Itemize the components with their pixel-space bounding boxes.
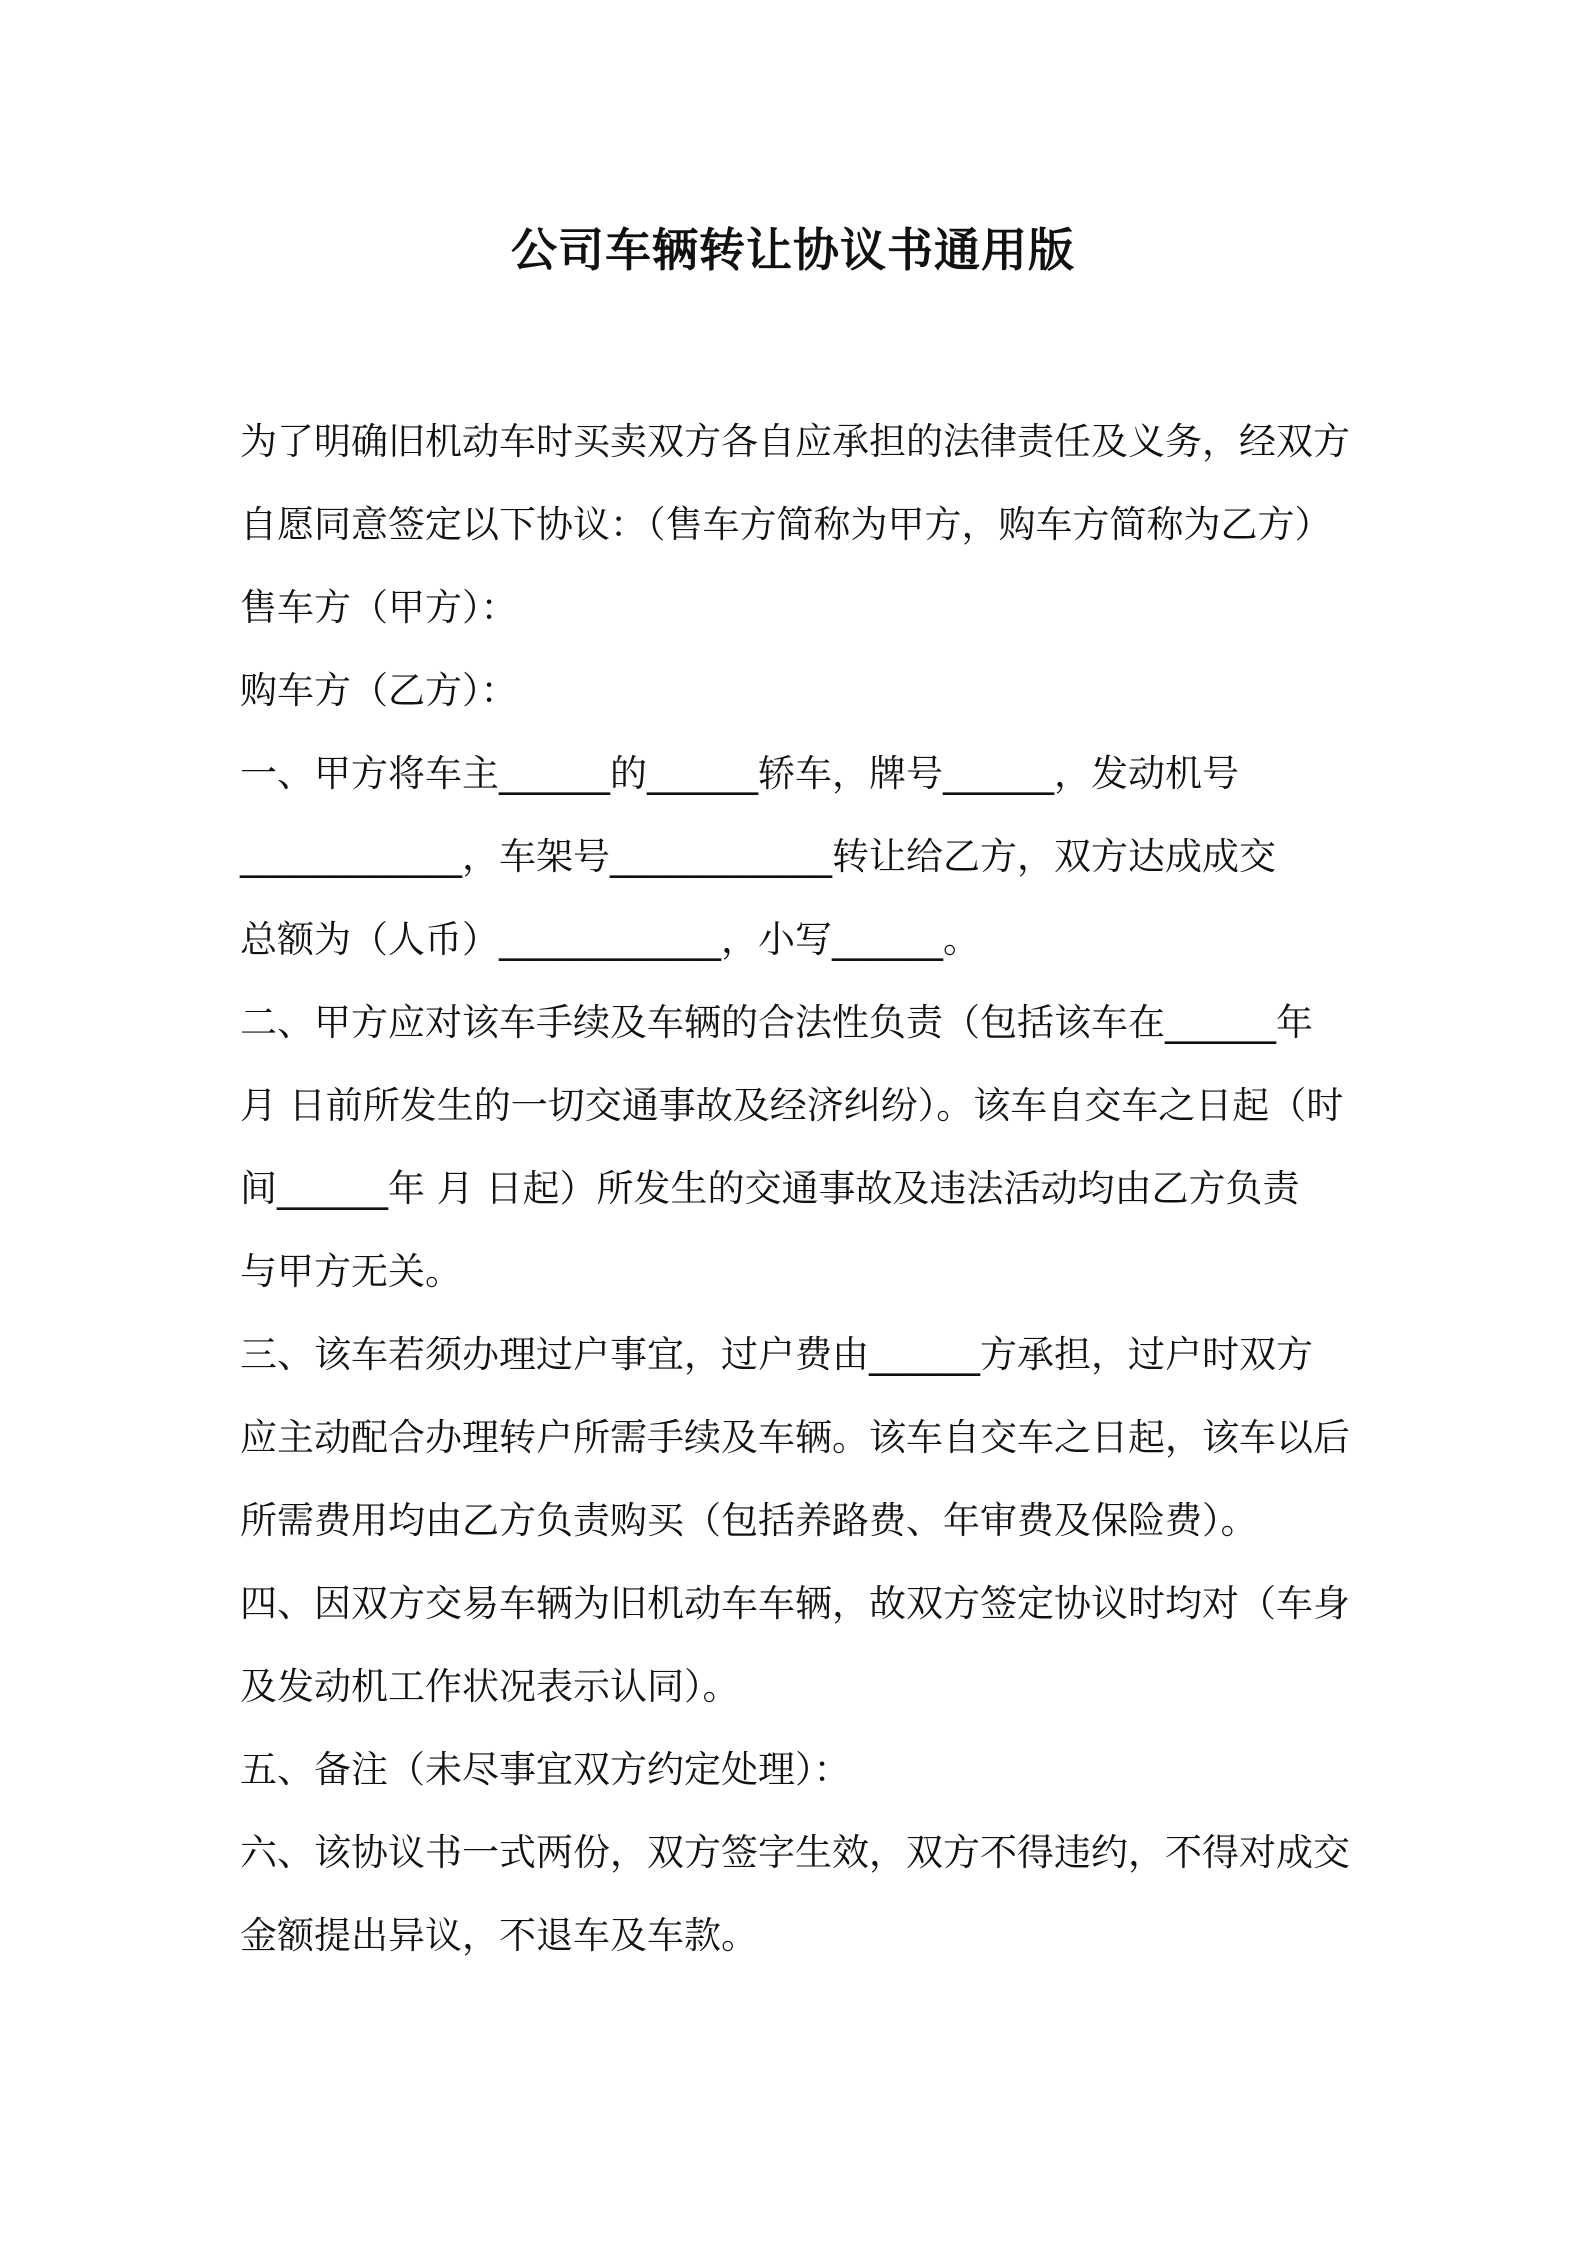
clause-6-line: 六、该协议书一式两份，双方签字生效，双方不得违约，不得对成交 [240, 1831, 1350, 1874]
clause-3-line: 所需费用均由乙方负责购买（包括养路费、年审费及保险费）。 [240, 1499, 1258, 1542]
clause-3-line: 应主动配合办理转户所需手续及车辆。该车自交车之日起，该车以后 [240, 1416, 1350, 1459]
document-title: 公司车辆转让协议书通用版 [511, 223, 1075, 277]
clause-4-line: 四、因双方交易车辆为旧机动车车辆，故双方签定协议时均对（车身 [240, 1582, 1350, 1625]
clause-6-line: 金额提出异议，不退车及车款。 [240, 1914, 758, 1957]
clause-2-line: 间______年 月 日起）所发生的交通事故及违法活动均由乙方负责 [240, 1167, 1300, 1210]
document-body [240, 400, 1352, 1977]
clause-1-line: 总额为（人币）____________，小写______。 [240, 918, 980, 961]
clause-3-line: 三、该车若须办理过户事宜，过户费由______方承担，过户时双方 [240, 1333, 1313, 1376]
clause-2-line: 二、甲方应对该车手续及车辆的合法性负责（包括该车在______年 [240, 1001, 1313, 1044]
clause-2-line: 月 日前所发生的一切交通事故及经济纠纷）。该车自交车之日起（时 [240, 1084, 1344, 1127]
clause-5-line: 五、备注（未尽事宜双方约定处理）： [240, 1748, 851, 1791]
clause-4-line: 及发动机工作状况表示认同）。 [240, 1665, 740, 1708]
body-line: 为了明确旧机动车时买卖双方各自应承担的法律责任及义务，经双方 [240, 420, 1350, 463]
body-line: 自愿同意签定以下协议：（售车方简称为甲方，购车方简称为乙方） [240, 503, 1332, 546]
clause-1-line: ____________，车架号____________转让给乙方，双方达成成交 [240, 835, 1276, 878]
seller-line: 售车方（甲方）： [240, 586, 518, 629]
buyer-line: 购车方（乙方）： [240, 669, 518, 712]
clause-2-line: 与甲方无关。 [240, 1250, 462, 1293]
clause-1-line: 一、甲方将车主______的______轿车，牌号______，发动机号 [240, 752, 1239, 795]
